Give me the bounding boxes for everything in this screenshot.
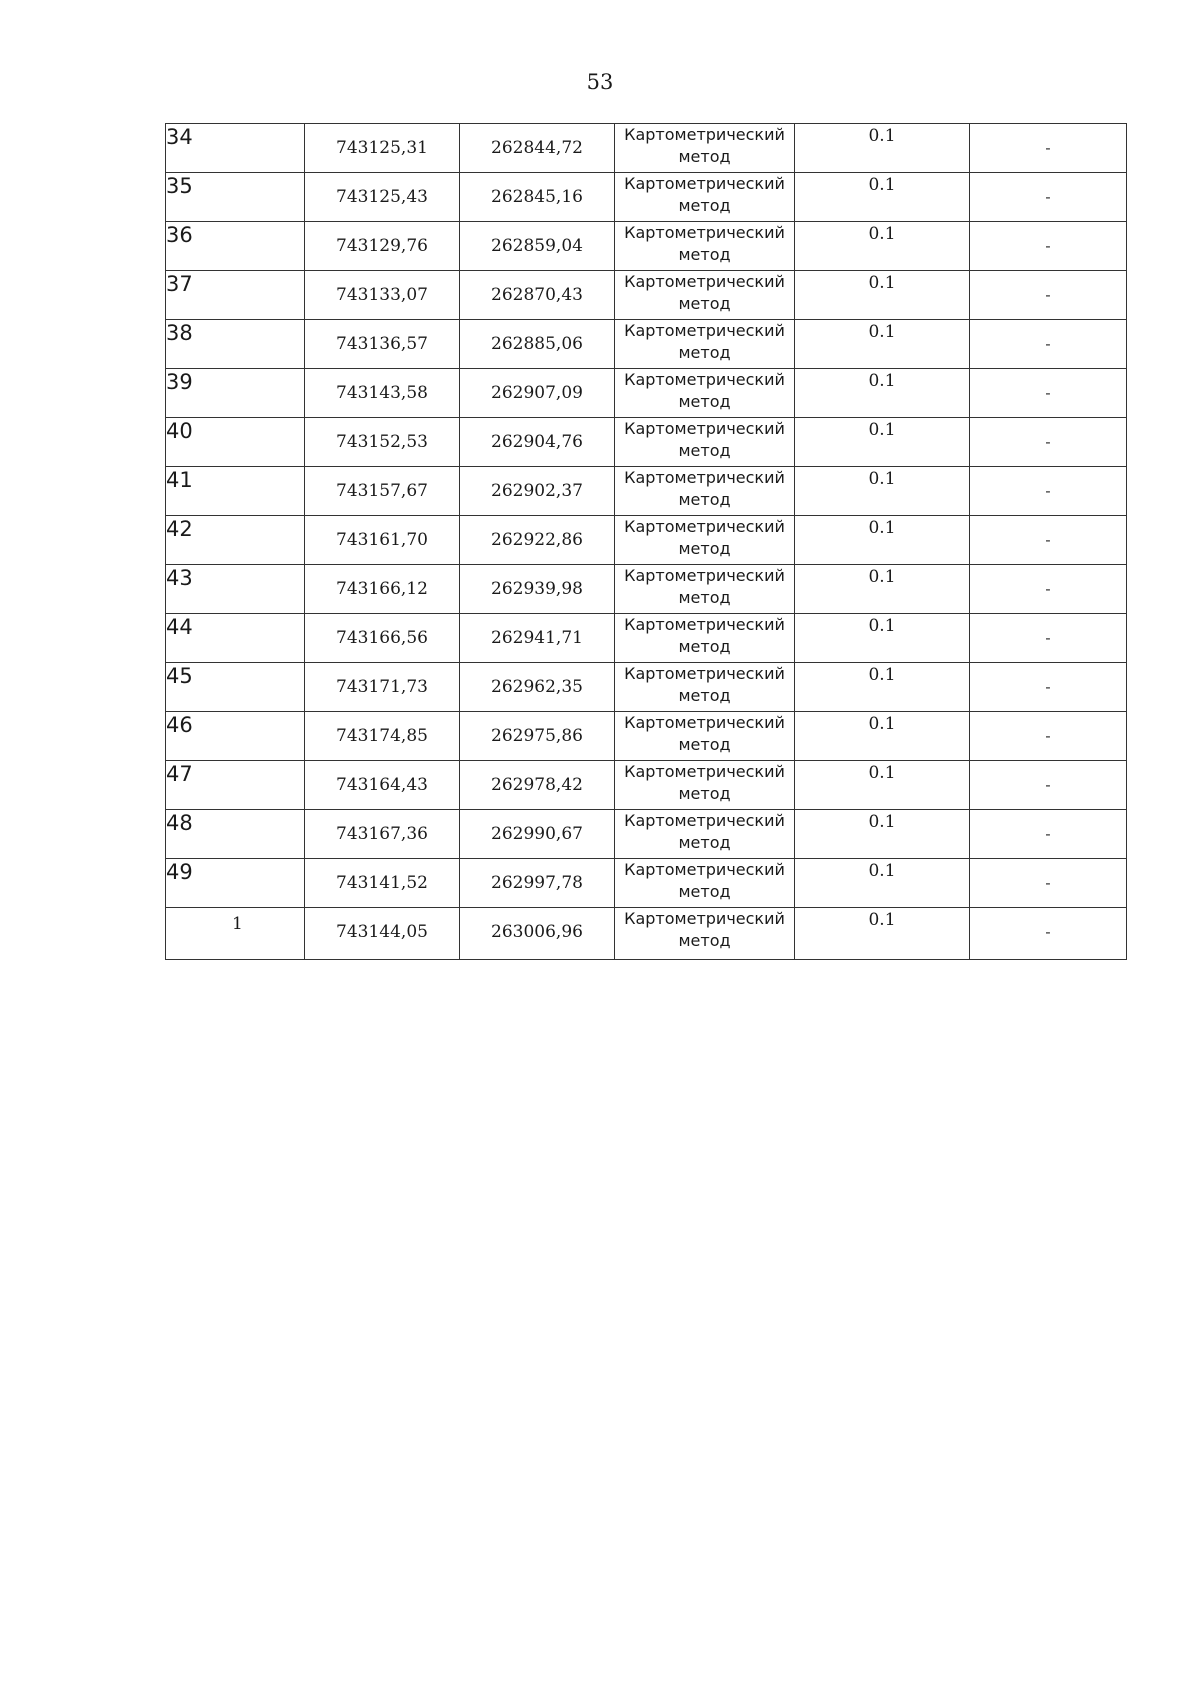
point-number-cell: 1 (166, 908, 305, 960)
table-row (166, 124, 1127, 173)
y-coordinate-cell: 262990,67 (460, 810, 615, 859)
note-cell: - (970, 565, 1127, 614)
note-cell: - (970, 663, 1127, 712)
note-cell: - (970, 614, 1127, 663)
y-coordinate-cell: 262844,72 (460, 124, 615, 173)
note-cell: - (970, 908, 1127, 960)
point-number-cell: 45 (166, 663, 305, 712)
accuracy-cell: 0.1 (795, 271, 970, 320)
method-cell (615, 663, 795, 712)
method-line-2: метод (678, 245, 731, 264)
page-number: 53 (586, 70, 614, 94)
point-number-cell: 47 (166, 761, 305, 810)
method-line-2: метод (678, 196, 731, 215)
x-coordinate-cell: 743141,52 (305, 859, 460, 908)
accuracy-cell: 0.1 (795, 467, 970, 516)
point-number-cell: 38 (166, 320, 305, 369)
method-line-1: Картометрический (624, 615, 785, 634)
accuracy-cell: 0.1 (795, 712, 970, 761)
method-cell (615, 565, 795, 614)
x-coordinate-cell: 743129,76 (305, 222, 460, 271)
x-coordinate-cell: 743166,12 (305, 565, 460, 614)
y-coordinate-cell: 262885,06 (460, 320, 615, 369)
accuracy-cell: 0.1 (795, 222, 970, 271)
table-row (166, 908, 1127, 960)
table-row (166, 712, 1127, 761)
method-line-2: метод (678, 147, 731, 166)
method-line-1: Картометрический (624, 419, 785, 438)
x-coordinate-cell: 743171,73 (305, 663, 460, 712)
method-cell (615, 418, 795, 467)
method-line-2: метод (678, 294, 731, 313)
method-cell (615, 222, 795, 271)
method-line-1: Картометрический (624, 762, 785, 781)
y-coordinate-cell: 262907,09 (460, 369, 615, 418)
y-coordinate-cell: 262904,76 (460, 418, 615, 467)
point-number-cell: 48 (166, 810, 305, 859)
y-coordinate-cell: 262962,35 (460, 663, 615, 712)
table-row (166, 173, 1127, 222)
method-line-1: Картометрический (624, 909, 785, 928)
note-cell: - (970, 271, 1127, 320)
y-coordinate-cell: 262902,37 (460, 467, 615, 516)
x-coordinate-cell: 743157,67 (305, 467, 460, 516)
y-coordinate-cell: 262870,43 (460, 271, 615, 320)
method-line-1: Картометрический (624, 860, 785, 879)
table-row (166, 467, 1127, 516)
x-coordinate-cell: 743167,36 (305, 810, 460, 859)
x-coordinate-cell: 743136,57 (305, 320, 460, 369)
method-cell (615, 320, 795, 369)
point-number-cell: 35 (166, 173, 305, 222)
method-line-2: метод (678, 343, 731, 362)
accuracy-cell: 0.1 (795, 663, 970, 712)
accuracy-cell: 0.1 (795, 369, 970, 418)
table-row (166, 222, 1127, 271)
accuracy-cell: 0.1 (795, 908, 970, 960)
method-cell (615, 124, 795, 173)
method-cell (615, 712, 795, 761)
coordinates-table (165, 123, 1127, 960)
note-cell: - (970, 369, 1127, 418)
accuracy-cell: 0.1 (795, 418, 970, 467)
table-row (166, 369, 1127, 418)
method-line-2: метод (678, 686, 731, 705)
y-coordinate-cell: 262939,98 (460, 565, 615, 614)
y-coordinate-cell: 262941,71 (460, 614, 615, 663)
method-line-1: Картометрический (624, 713, 785, 732)
note-cell: - (970, 467, 1127, 516)
accuracy-cell: 0.1 (795, 173, 970, 222)
point-number-cell: 43 (166, 565, 305, 614)
x-coordinate-cell: 743133,07 (305, 271, 460, 320)
table-row (166, 418, 1127, 467)
x-coordinate-cell: 743161,70 (305, 516, 460, 565)
table-row (166, 663, 1127, 712)
method-line-2: метод (678, 441, 731, 460)
method-cell (615, 761, 795, 810)
method-cell (615, 859, 795, 908)
x-coordinate-cell: 743144,05 (305, 908, 460, 960)
point-number-cell: 34 (166, 124, 305, 173)
method-line-2: метод (678, 931, 731, 950)
method-line-1: Картометрический (624, 811, 785, 830)
table-row (166, 810, 1127, 859)
point-number-cell: 39 (166, 369, 305, 418)
table-row (166, 516, 1127, 565)
table-row (166, 614, 1127, 663)
note-cell: - (970, 516, 1127, 565)
method-line-2: метод (678, 637, 731, 656)
y-coordinate-cell: 262922,86 (460, 516, 615, 565)
method-line-2: метод (678, 833, 731, 852)
method-line-2: метод (678, 539, 731, 558)
y-coordinate-cell: 262845,16 (460, 173, 615, 222)
method-line-1: Картометрический (624, 321, 785, 340)
y-coordinate-cell: 263006,96 (460, 908, 615, 960)
method-cell (615, 467, 795, 516)
x-coordinate-cell: 743152,53 (305, 418, 460, 467)
accuracy-cell: 0.1 (795, 320, 970, 369)
method-cell (615, 369, 795, 418)
method-line-1: Картометрический (624, 125, 785, 144)
accuracy-cell: 0.1 (795, 614, 970, 663)
method-cell (615, 271, 795, 320)
y-coordinate-cell: 262997,78 (460, 859, 615, 908)
method-line-2: метод (678, 784, 731, 803)
note-cell: - (970, 712, 1127, 761)
method-line-1: Картометрический (624, 174, 785, 193)
note-cell: - (970, 418, 1127, 467)
accuracy-cell: 0.1 (795, 516, 970, 565)
note-cell: - (970, 320, 1127, 369)
y-coordinate-cell: 262975,86 (460, 712, 615, 761)
table-row (166, 761, 1127, 810)
method-line-1: Картометрический (624, 223, 785, 242)
table-row (166, 271, 1127, 320)
x-coordinate-cell: 743166,56 (305, 614, 460, 663)
point-number-cell: 42 (166, 516, 305, 565)
x-coordinate-cell: 743143,58 (305, 369, 460, 418)
note-cell: - (970, 173, 1127, 222)
method-line-1: Картометрический (624, 468, 785, 487)
method-cell (615, 614, 795, 663)
table-row (166, 859, 1127, 908)
point-number-cell: 41 (166, 467, 305, 516)
method-cell (615, 173, 795, 222)
method-cell (615, 516, 795, 565)
point-number-cell: 46 (166, 712, 305, 761)
x-coordinate-cell: 743164,43 (305, 761, 460, 810)
note-cell: - (970, 124, 1127, 173)
accuracy-cell: 0.1 (795, 565, 970, 614)
point-number-cell: 37 (166, 271, 305, 320)
method-line-2: метод (678, 588, 731, 607)
y-coordinate-cell: 262859,04 (460, 222, 615, 271)
accuracy-cell: 0.1 (795, 124, 970, 173)
point-number-cell: 36 (166, 222, 305, 271)
method-line-2: метод (678, 392, 731, 411)
method-line-2: метод (678, 735, 731, 754)
accuracy-cell: 0.1 (795, 810, 970, 859)
method-line-1: Картометрический (624, 272, 785, 291)
table-row (166, 320, 1127, 369)
x-coordinate-cell: 743125,31 (305, 124, 460, 173)
method-line-2: метод (678, 882, 731, 901)
method-cell (615, 908, 795, 960)
method-line-1: Картометрический (624, 370, 785, 389)
note-cell: - (970, 761, 1127, 810)
accuracy-cell: 0.1 (795, 761, 970, 810)
point-number-cell: 49 (166, 859, 305, 908)
y-coordinate-cell: 262978,42 (460, 761, 615, 810)
note-cell: - (970, 810, 1127, 859)
point-number-cell: 40 (166, 418, 305, 467)
coordinates-table-body (166, 124, 1127, 960)
table-row (166, 565, 1127, 614)
point-number-cell: 44 (166, 614, 305, 663)
x-coordinate-cell: 743174,85 (305, 712, 460, 761)
method-line-1: Картометрический (624, 517, 785, 536)
method-cell (615, 810, 795, 859)
x-coordinate-cell: 743125,43 (305, 173, 460, 222)
note-cell: - (970, 859, 1127, 908)
note-cell: - (970, 222, 1127, 271)
method-line-1: Картометрический (624, 664, 785, 683)
method-line-1: Картометрический (624, 566, 785, 585)
accuracy-cell: 0.1 (795, 859, 970, 908)
method-line-2: метод (678, 490, 731, 509)
